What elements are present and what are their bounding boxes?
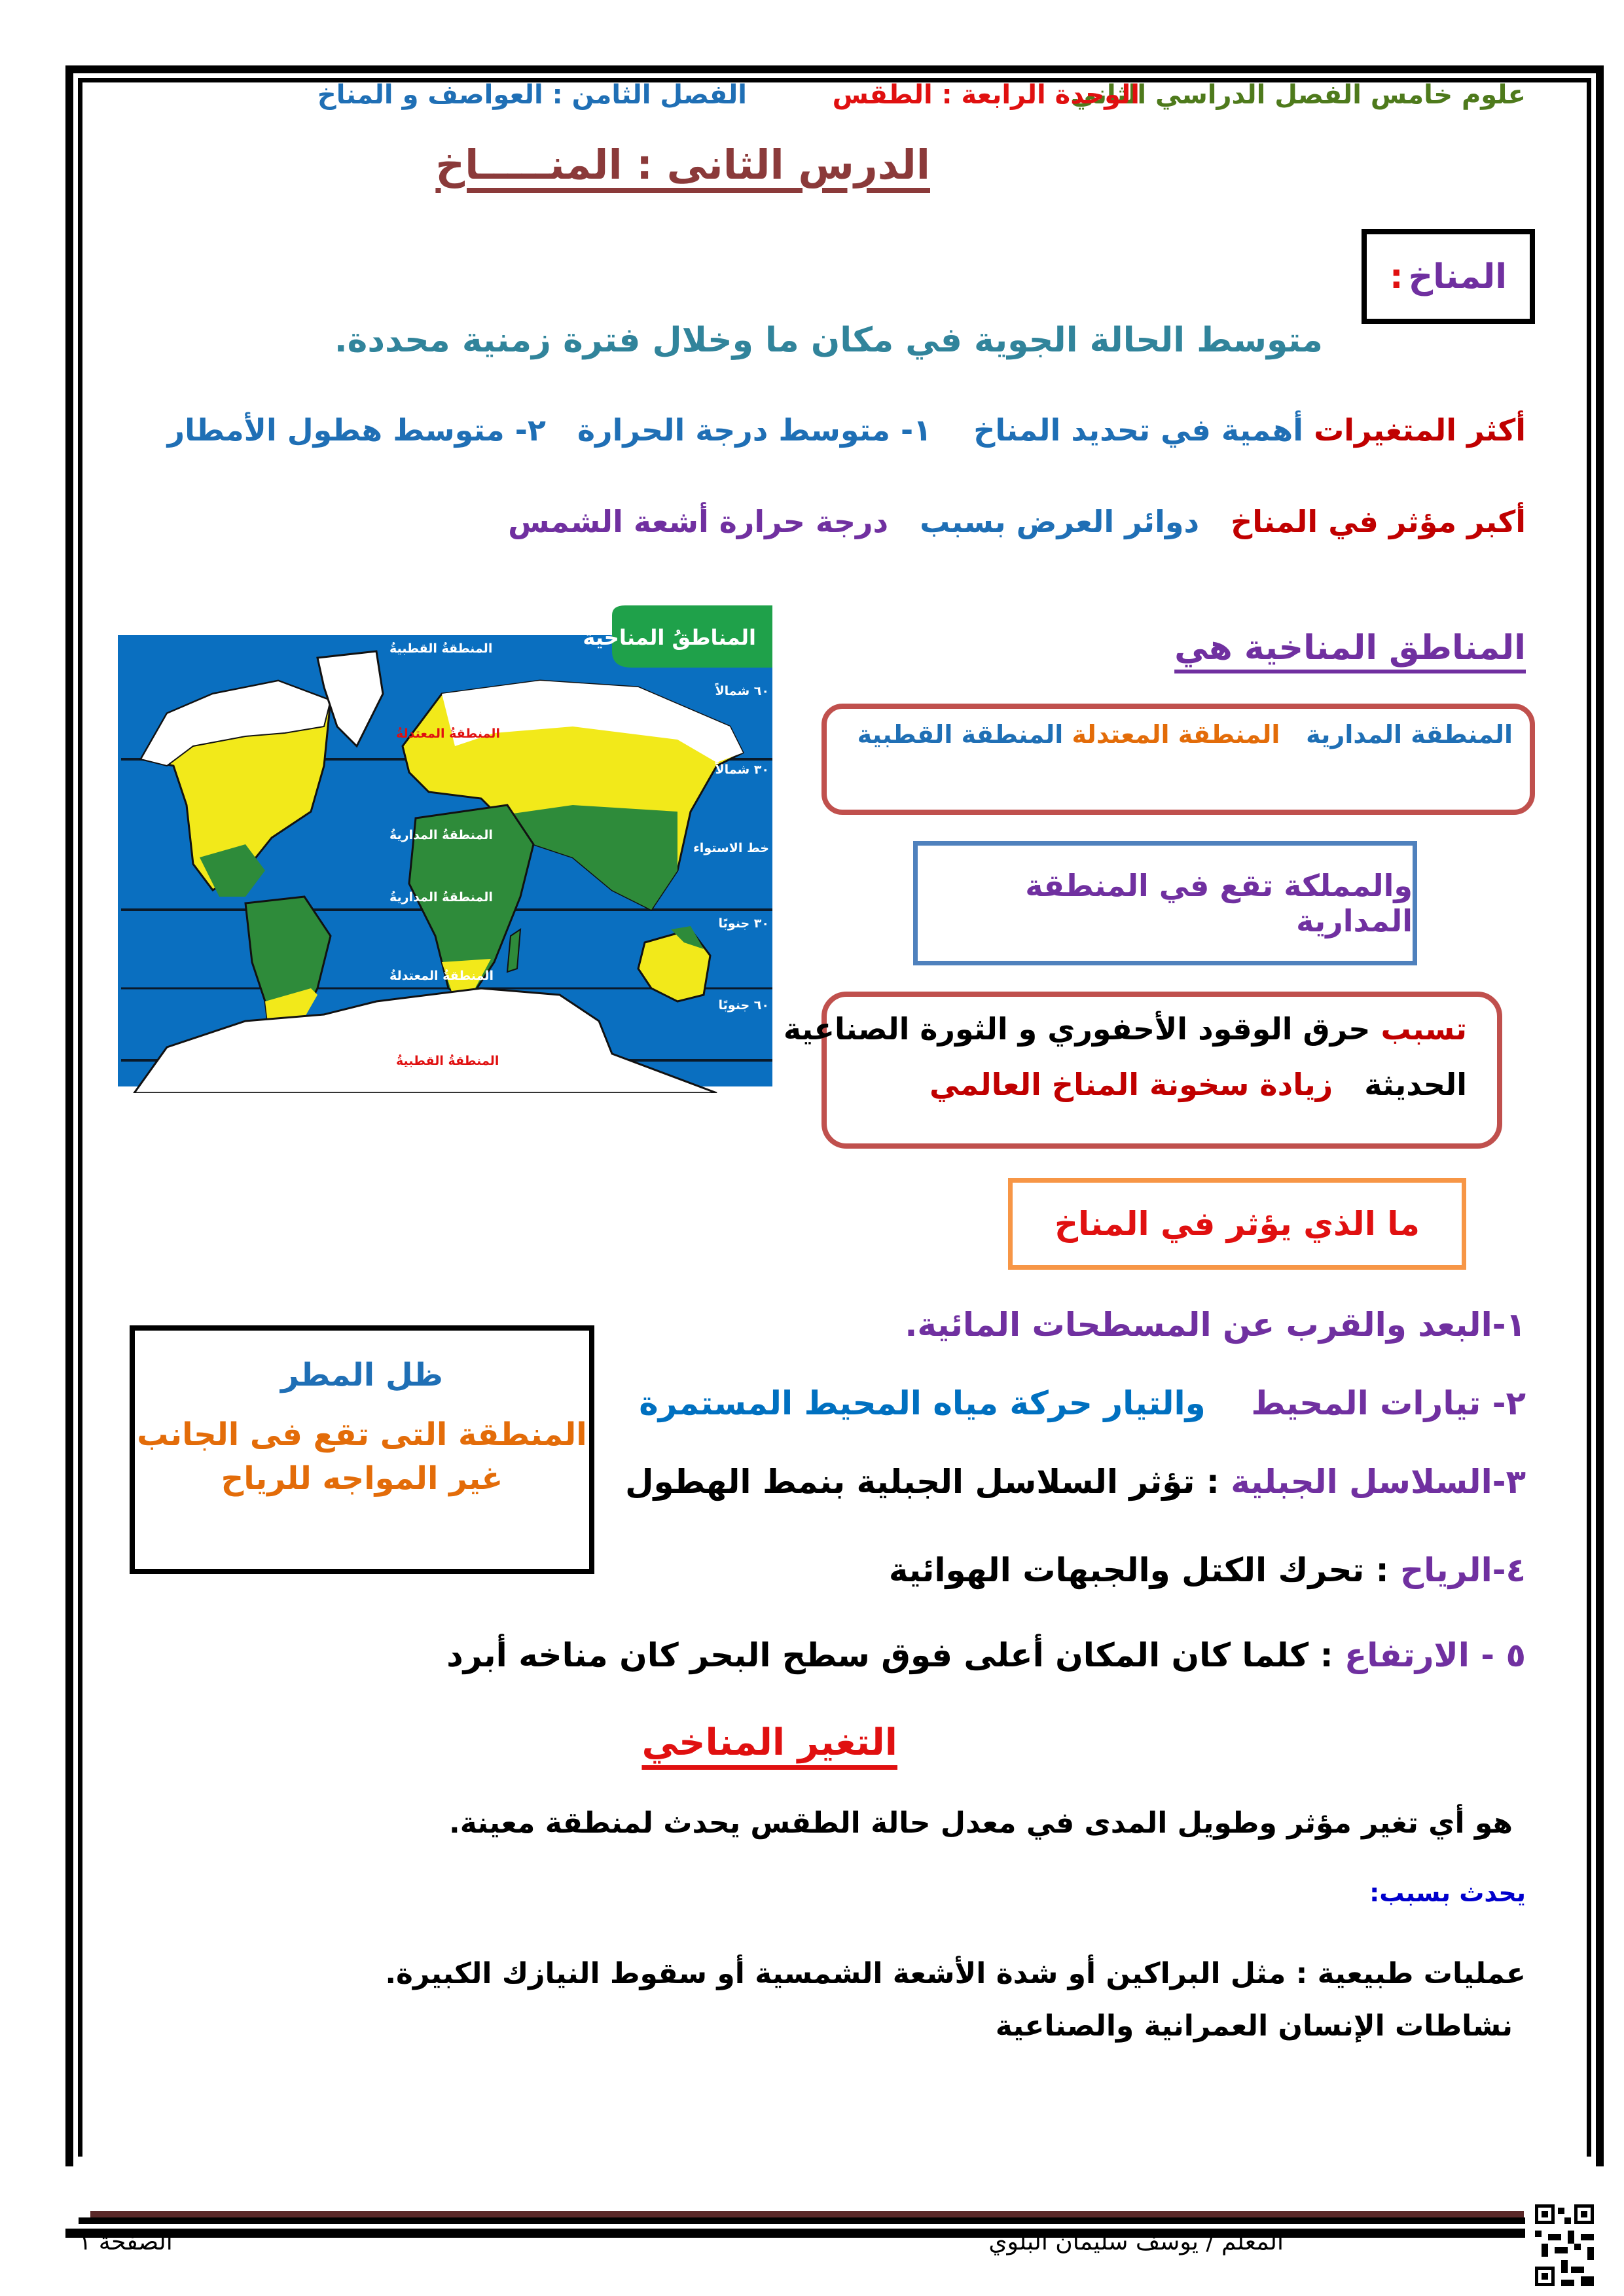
bottom-rule [90, 2211, 1524, 2217]
zone-polar: المنطقة القطبية [857, 720, 1064, 749]
world-map-image [115, 596, 776, 1093]
footer-teacher: المعلم / يوسف سليمان البلوي [988, 2229, 1284, 2255]
zone-tropical: المنطقة المدارية [1306, 720, 1513, 749]
factor-5-detail: : كلما كان المكان أعلى فوق سطح البحر كان مناخه أبرد [446, 1636, 1333, 1674]
lat-30n: ٣٠ شمالاً [715, 762, 769, 777]
warming-verb: تسبب [1380, 1011, 1467, 1047]
header-subject: علوم خامس الفصل الدراسي الثاني [1070, 80, 1526, 110]
climate-change-title: التغير المناخي [641, 1721, 897, 1764]
definition-term-box [1362, 229, 1535, 324]
factor-2-detail: والتيار حركة مياه المحيط المستمرة [639, 1384, 1206, 1422]
factor-3 [625, 1463, 1526, 1501]
bottom-rule [79, 2217, 1525, 2224]
variable-precipitation: ٢- متوسط هطول الأمطار [167, 412, 546, 448]
zone-temperate: المنطقة المعتدلة [1072, 720, 1280, 749]
climate-change-natural: عمليات طبيعية : مثل البراكين أو شدة الأشعة الشمسية أو سقوط النيازك الكبيرة. [385, 1957, 1526, 1990]
rain-shadow-title: ظل المطر [280, 1357, 444, 1393]
definition-colon: : [1389, 257, 1403, 296]
kingdom-note: والمملكة تقع في المنطقة المدارية [1025, 868, 1413, 939]
lat-60n: ٦٠ شمالاً [715, 684, 769, 698]
warming-line-2 [929, 1067, 1467, 1102]
bottom-rule [65, 2229, 1525, 2238]
lat-60s: ٦٠ جنوبًا [718, 998, 769, 1013]
influence-reason: درجة حرارة أشعة الشمس [508, 504, 889, 539]
factor-4-label: ٤-الرياح [1400, 1551, 1526, 1589]
map-label-north-temperate: المنطقةُ المعتدلةُ [396, 726, 500, 741]
climate-change-human: نشاطات الإنسان العمرانية والصناعية [995, 2009, 1513, 2043]
definition-term: المناخ [1408, 257, 1507, 296]
factor-1 [905, 1306, 1526, 1344]
rain-shadow-desc-2: غير المواجه للرياح [221, 1460, 503, 1498]
affects-climate-box [1008, 1178, 1466, 1270]
factor-3-label: ٣-السلاسل الجبلية [1231, 1463, 1526, 1501]
rain-shadow-description [135, 1413, 589, 1501]
climate-change-cause-label: يحدث بسبب: [1369, 1878, 1526, 1907]
header-chapter: الفصل الثامن : العواصف و المناخ [317, 80, 747, 110]
map-title: المناطقُ المناخيةُ [583, 625, 756, 650]
warming-line-1 [784, 1011, 1467, 1047]
climate-zones-map [115, 596, 776, 1093]
variables-label-1: أكثر المتغيرات [1314, 412, 1526, 448]
biggest-influence-line [508, 504, 1526, 539]
influence-label: أكبر مؤثر في المناخ [1231, 504, 1526, 539]
factor-4-detail: : تحرك الكتل والجبهات الهوائية [888, 1551, 1389, 1589]
variable-temperature: ١- متوسط درجة الحرارة [577, 412, 932, 448]
kingdom-zone-box [913, 841, 1417, 965]
map-label-north-tropical: المنطقةُ المداريةُ [389, 828, 493, 842]
qr-code-icon[interactable] [1535, 2204, 1594, 2286]
map-label-south-polar: المنطقةُ القطبيةُ [396, 1054, 499, 1068]
factor-2-label: ٢- تيارات المحيط [1251, 1384, 1526, 1422]
affects-climate-title: ما الذي يؤثر في المناخ [1055, 1205, 1420, 1243]
factor-4 [889, 1551, 1526, 1589]
footer-page-number: الصفحة ١ [79, 2229, 173, 2255]
warming-result: زيادة سخونة المناخ العالمي [929, 1067, 1333, 1102]
variables-label-2: أهمية في تحديد المناخ [973, 412, 1304, 448]
map-label-north-polar: المنطقةُ القطبيةُ [389, 641, 493, 656]
lat-30s: ٣٠ جنوبًا [718, 916, 769, 931]
climate-zones-list [857, 720, 1513, 749]
lesson-title: الدرس الثانى : المنـــــاخ [435, 141, 930, 188]
map-label-south-temperate: المنطقةُ المعتدلةُ [389, 969, 494, 983]
warming-causes: حرق الوقود الأحفوري و الثورة الصناعية [783, 1011, 1371, 1047]
climate-definition: متوسط الحالة الجوية في مكان ما وخلال فترة زمنية محددة. [334, 321, 1323, 360]
warming-prefix: الحديثة [1364, 1067, 1467, 1102]
factor-2 [639, 1384, 1526, 1422]
factor-5 [446, 1636, 1526, 1674]
lat-equator: خط الاستواء [693, 841, 769, 855]
climate-zones-title: المناطق المناخية هي [1174, 628, 1526, 668]
header-unit: الوحدة الرابعة : الطقس [832, 80, 1140, 110]
rain-shadow-box [130, 1325, 594, 1574]
rain-shadow-desc-1: المنطقة التى تقع فى الجانب [137, 1416, 587, 1453]
factor-5-label: ٥ - الارتفاع [1344, 1636, 1526, 1674]
factor-3-detail: : تؤثر السلاسل الجبلية بنمط الهطول [625, 1463, 1219, 1501]
map-label-south-tropical: المنطقةُ المداريةُ [389, 890, 493, 905]
climate-change-definition: هو أي تغير مؤثر وطويل المدى في معدل حالة الطقس يحدث لمنطقة معينة. [449, 1806, 1513, 1840]
important-variables-line [168, 412, 1526, 448]
influence-factor: دوائر العرض بسبب [920, 504, 1200, 539]
factor-1-label: ١-البعد والقرب عن المسطحات المائية. [905, 1306, 1526, 1344]
